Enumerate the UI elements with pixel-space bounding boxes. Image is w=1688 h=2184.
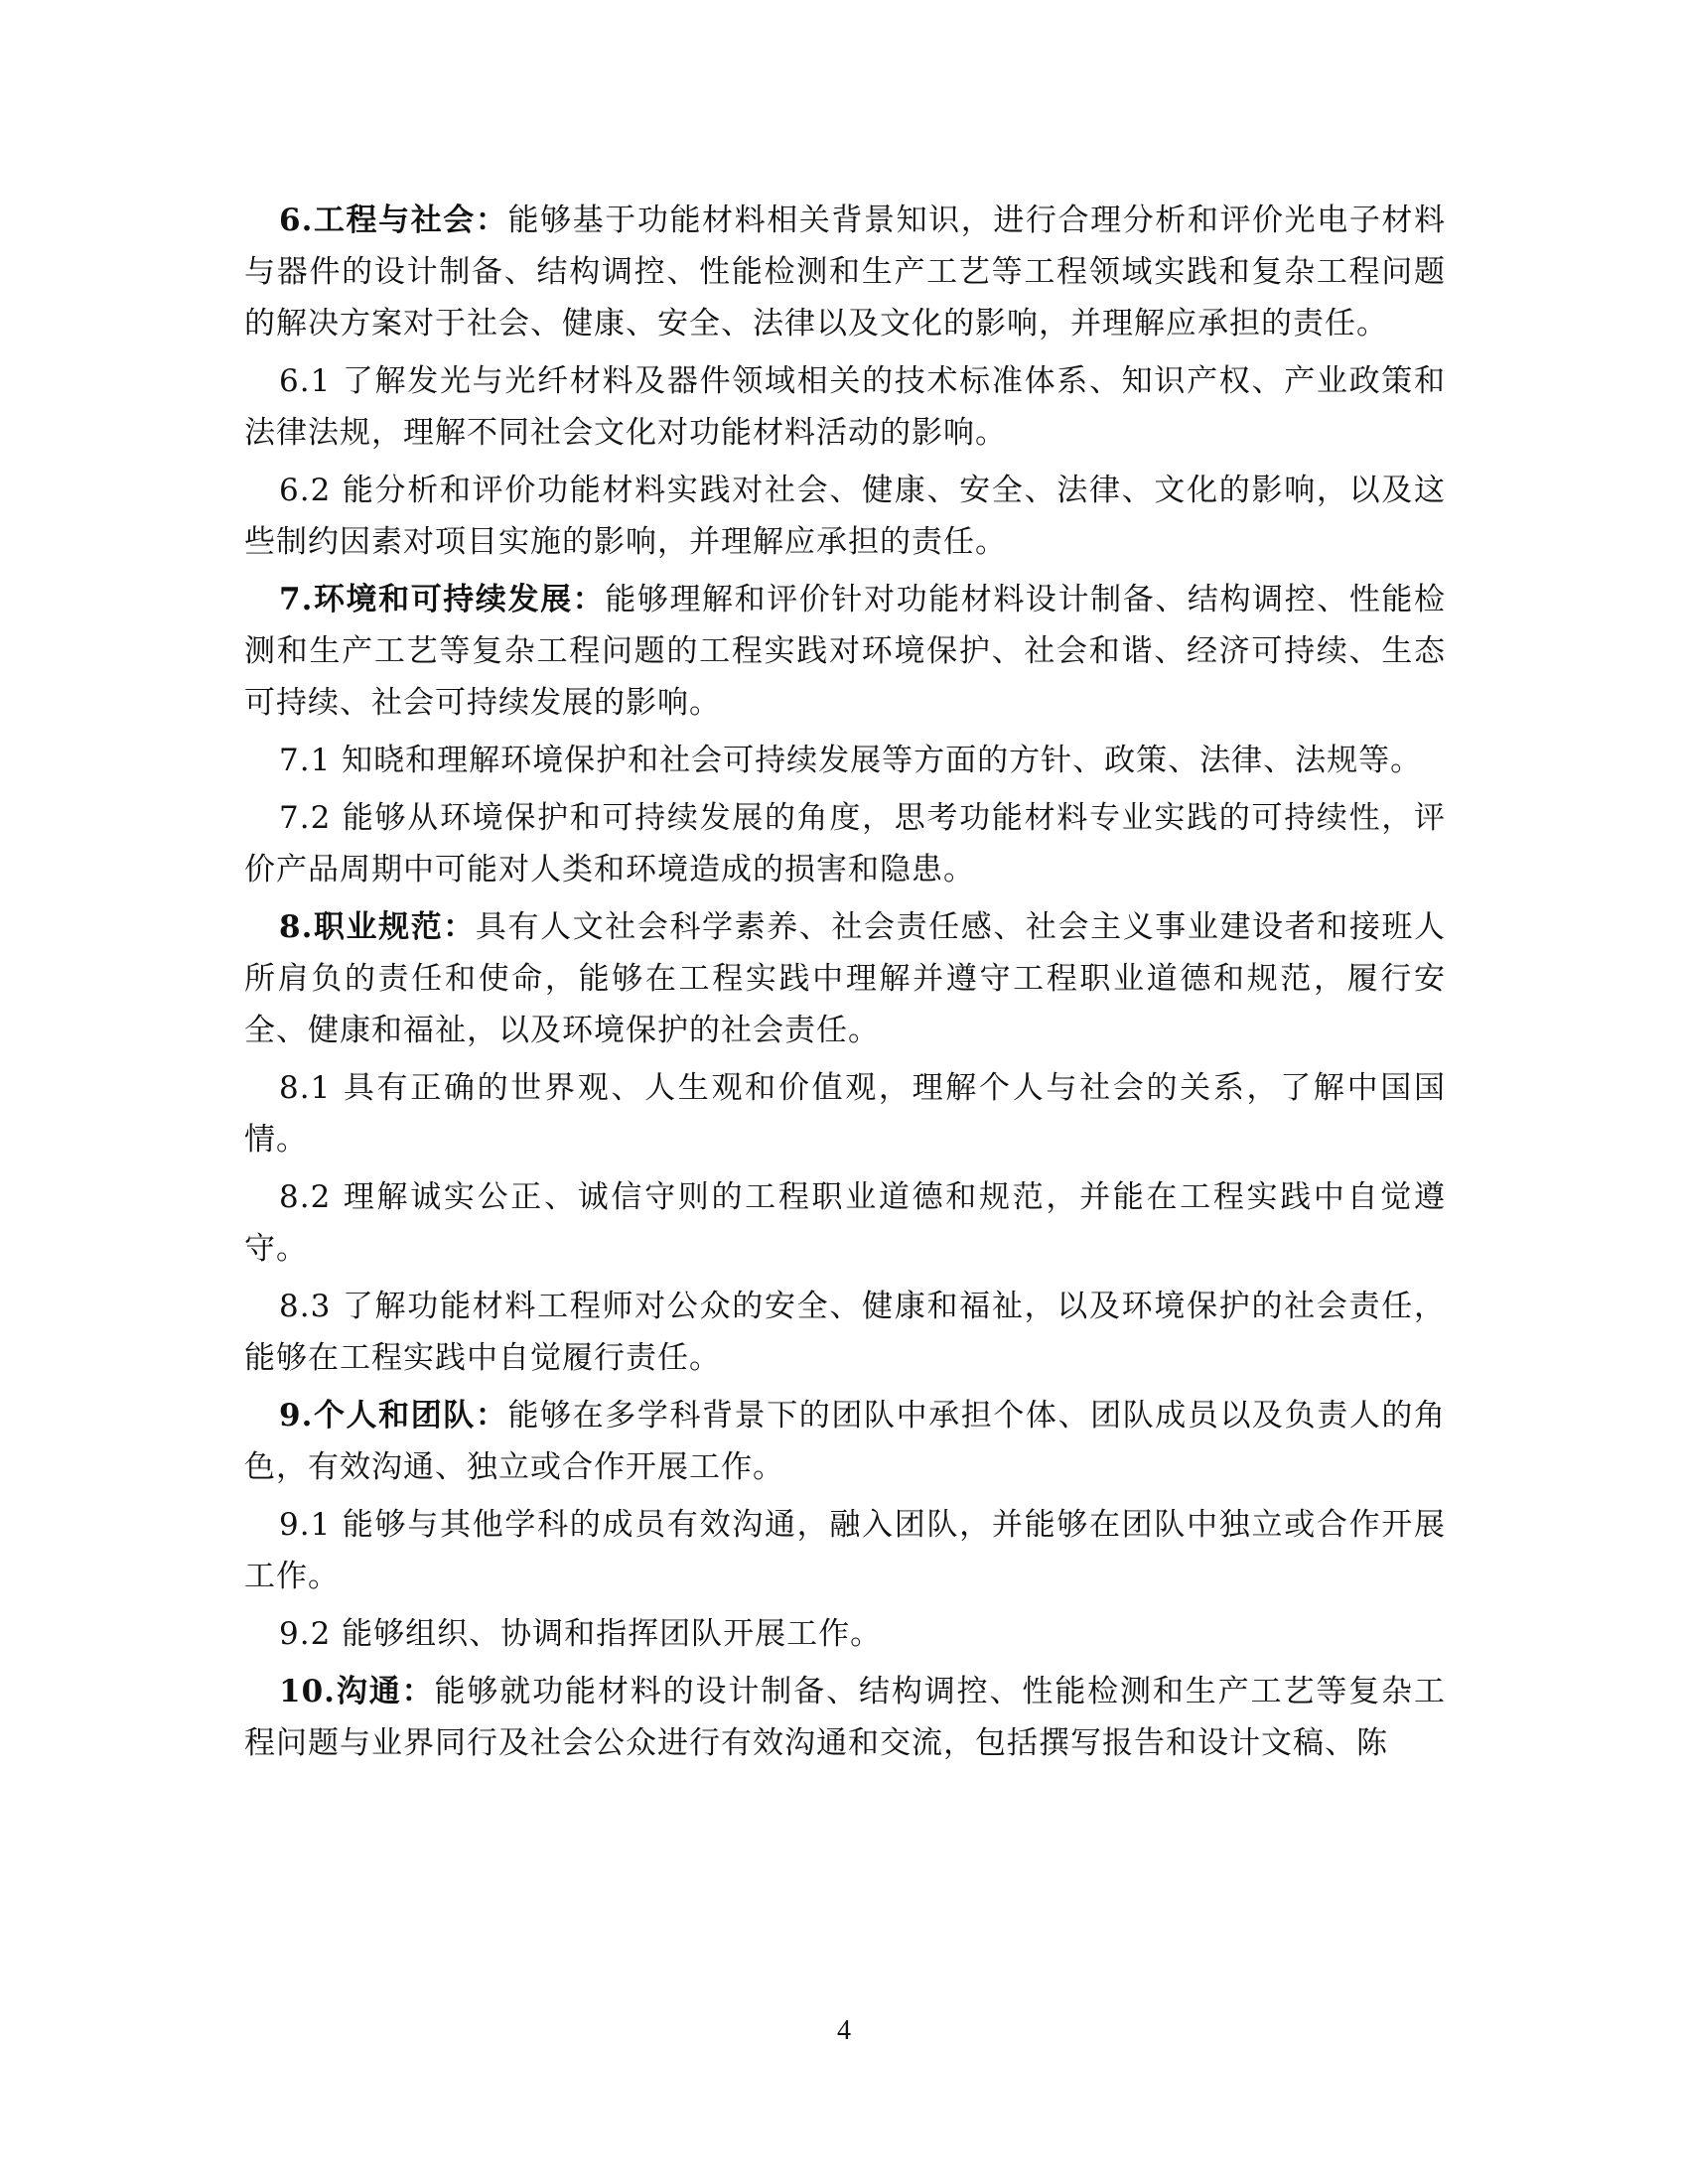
paragraph-10-communication [244,1666,1446,1769]
paragraph-8-1 [244,1062,1446,1165]
paragraph-9-2 [244,1608,1446,1660]
paragraph-text: 8.3 了解功能材料工程师对公众的安全、健康和福祉，以及环境保护的社会责任，能够在工程实践中自觉履行责任。 [244,1289,1446,1376]
paragraph-text: 具有人文社会科学素养、社会责任感、社会主义事业建设者和接班人所肩负的责任和使命，能够在工程实践中理解并遵守工程职业道德和规范，履行安全、健康和福祉，以及环境保护的社会责任。 [244,909,1446,1048]
paragraph-text: 8.2 理解诚实公正、诚信守则的工程职业道德和规范，并能在工程实践中自觉遵守。 [244,1179,1446,1267]
paragraph-6-1 [244,355,1446,459]
heading-6: 6.工程与社会： [279,203,508,238]
paragraph-text: 能够基于功能材料相关背景知识，进行合理分析和评价光电子材料与器件的设计制备、结构调控、性能检测和生产工艺等工程领域实践和复杂工程问题的解决方案对于社会、健康、安全、法律以及文化的影响，并理解应承担的责任。 [244,203,1446,341]
paragraph-text: 7.2 能够从环境保护和可持续发展的角度，思考功能材料专业实践的可持续性，评价产品周期中可能对人类和环境造成的损害和隐患。 [244,800,1446,887]
paragraph-text: 8.1 具有正确的世界观、人生观和价值观，理解个人与社会的关系，了解中国国情。 [244,1070,1446,1158]
page-number: 4 [837,2015,851,2046]
paragraph-text: 能够就功能材料的设计制备、结构调控、性能检测和生产工艺等复杂工程问题与业界同行及社会公众进行有效沟通和交流，包括撰写报告和设计文稿、陈 [244,1674,1446,1761]
paragraph-text: 7.1 知晓和理解环境保护和社会可持续发展等方面的方针、政策、法律、法规等。 [279,743,1423,778]
paragraph-text: 6.1 了解发光与光纤材料及器件领域相关的技术标准体系、知识产权、产业政策和法律法规，理解不同社会文化对功能材料活动的影响。 [244,363,1446,451]
heading-9: 9.个人和团队： [279,1398,508,1433]
paragraph-7-environment-sustainability [244,574,1446,729]
paragraph-8-3 [244,1281,1446,1384]
paragraph-text: 6.2 能分析和评价功能材料实践对社会、健康、安全、法律、文化的影响，以及这些制约因素对项目实施的影响，并理解应承担的责任。 [244,473,1446,560]
paragraph-text: 9.1 能够与其他学科的成员有效沟通，融入团队，并能够在团队中独立或合作开展工作。 [244,1507,1446,1594]
document-body [244,195,1446,1775]
paragraph-text: 9.2 能够组织、协调和指挥团队开展工作。 [279,1616,883,1652]
heading-10: 10.沟通： [279,1674,435,1709]
paragraph-8-professional-norms [244,901,1446,1056]
paragraph-6-2 [244,465,1446,568]
paragraph-6-engineering-and-society [244,195,1446,349]
paragraph-9-individual-and-team [244,1390,1446,1493]
paragraph-text: 能够理解和评价针对功能材料设计制备、结构调控、性能检测和生产工艺等复杂工程问题的工程实践对环境保护、社会和谐、经济可持续、生态可持续、社会可持续发展的影响。 [244,582,1446,721]
paragraph-9-1 [244,1499,1446,1602]
paragraph-8-2 [244,1171,1446,1275]
heading-8: 8.职业规范： [279,909,476,945]
paragraph-text: 能够在多学科背景下的团队中承担个体、团队成员以及负责人的角色，有效沟通、独立或合作开展工作。 [244,1398,1446,1485]
paragraph-7-2 [244,792,1446,895]
heading-7: 7.环境和可持续发展： [279,582,606,617]
paragraph-7-1 [244,735,1446,786]
